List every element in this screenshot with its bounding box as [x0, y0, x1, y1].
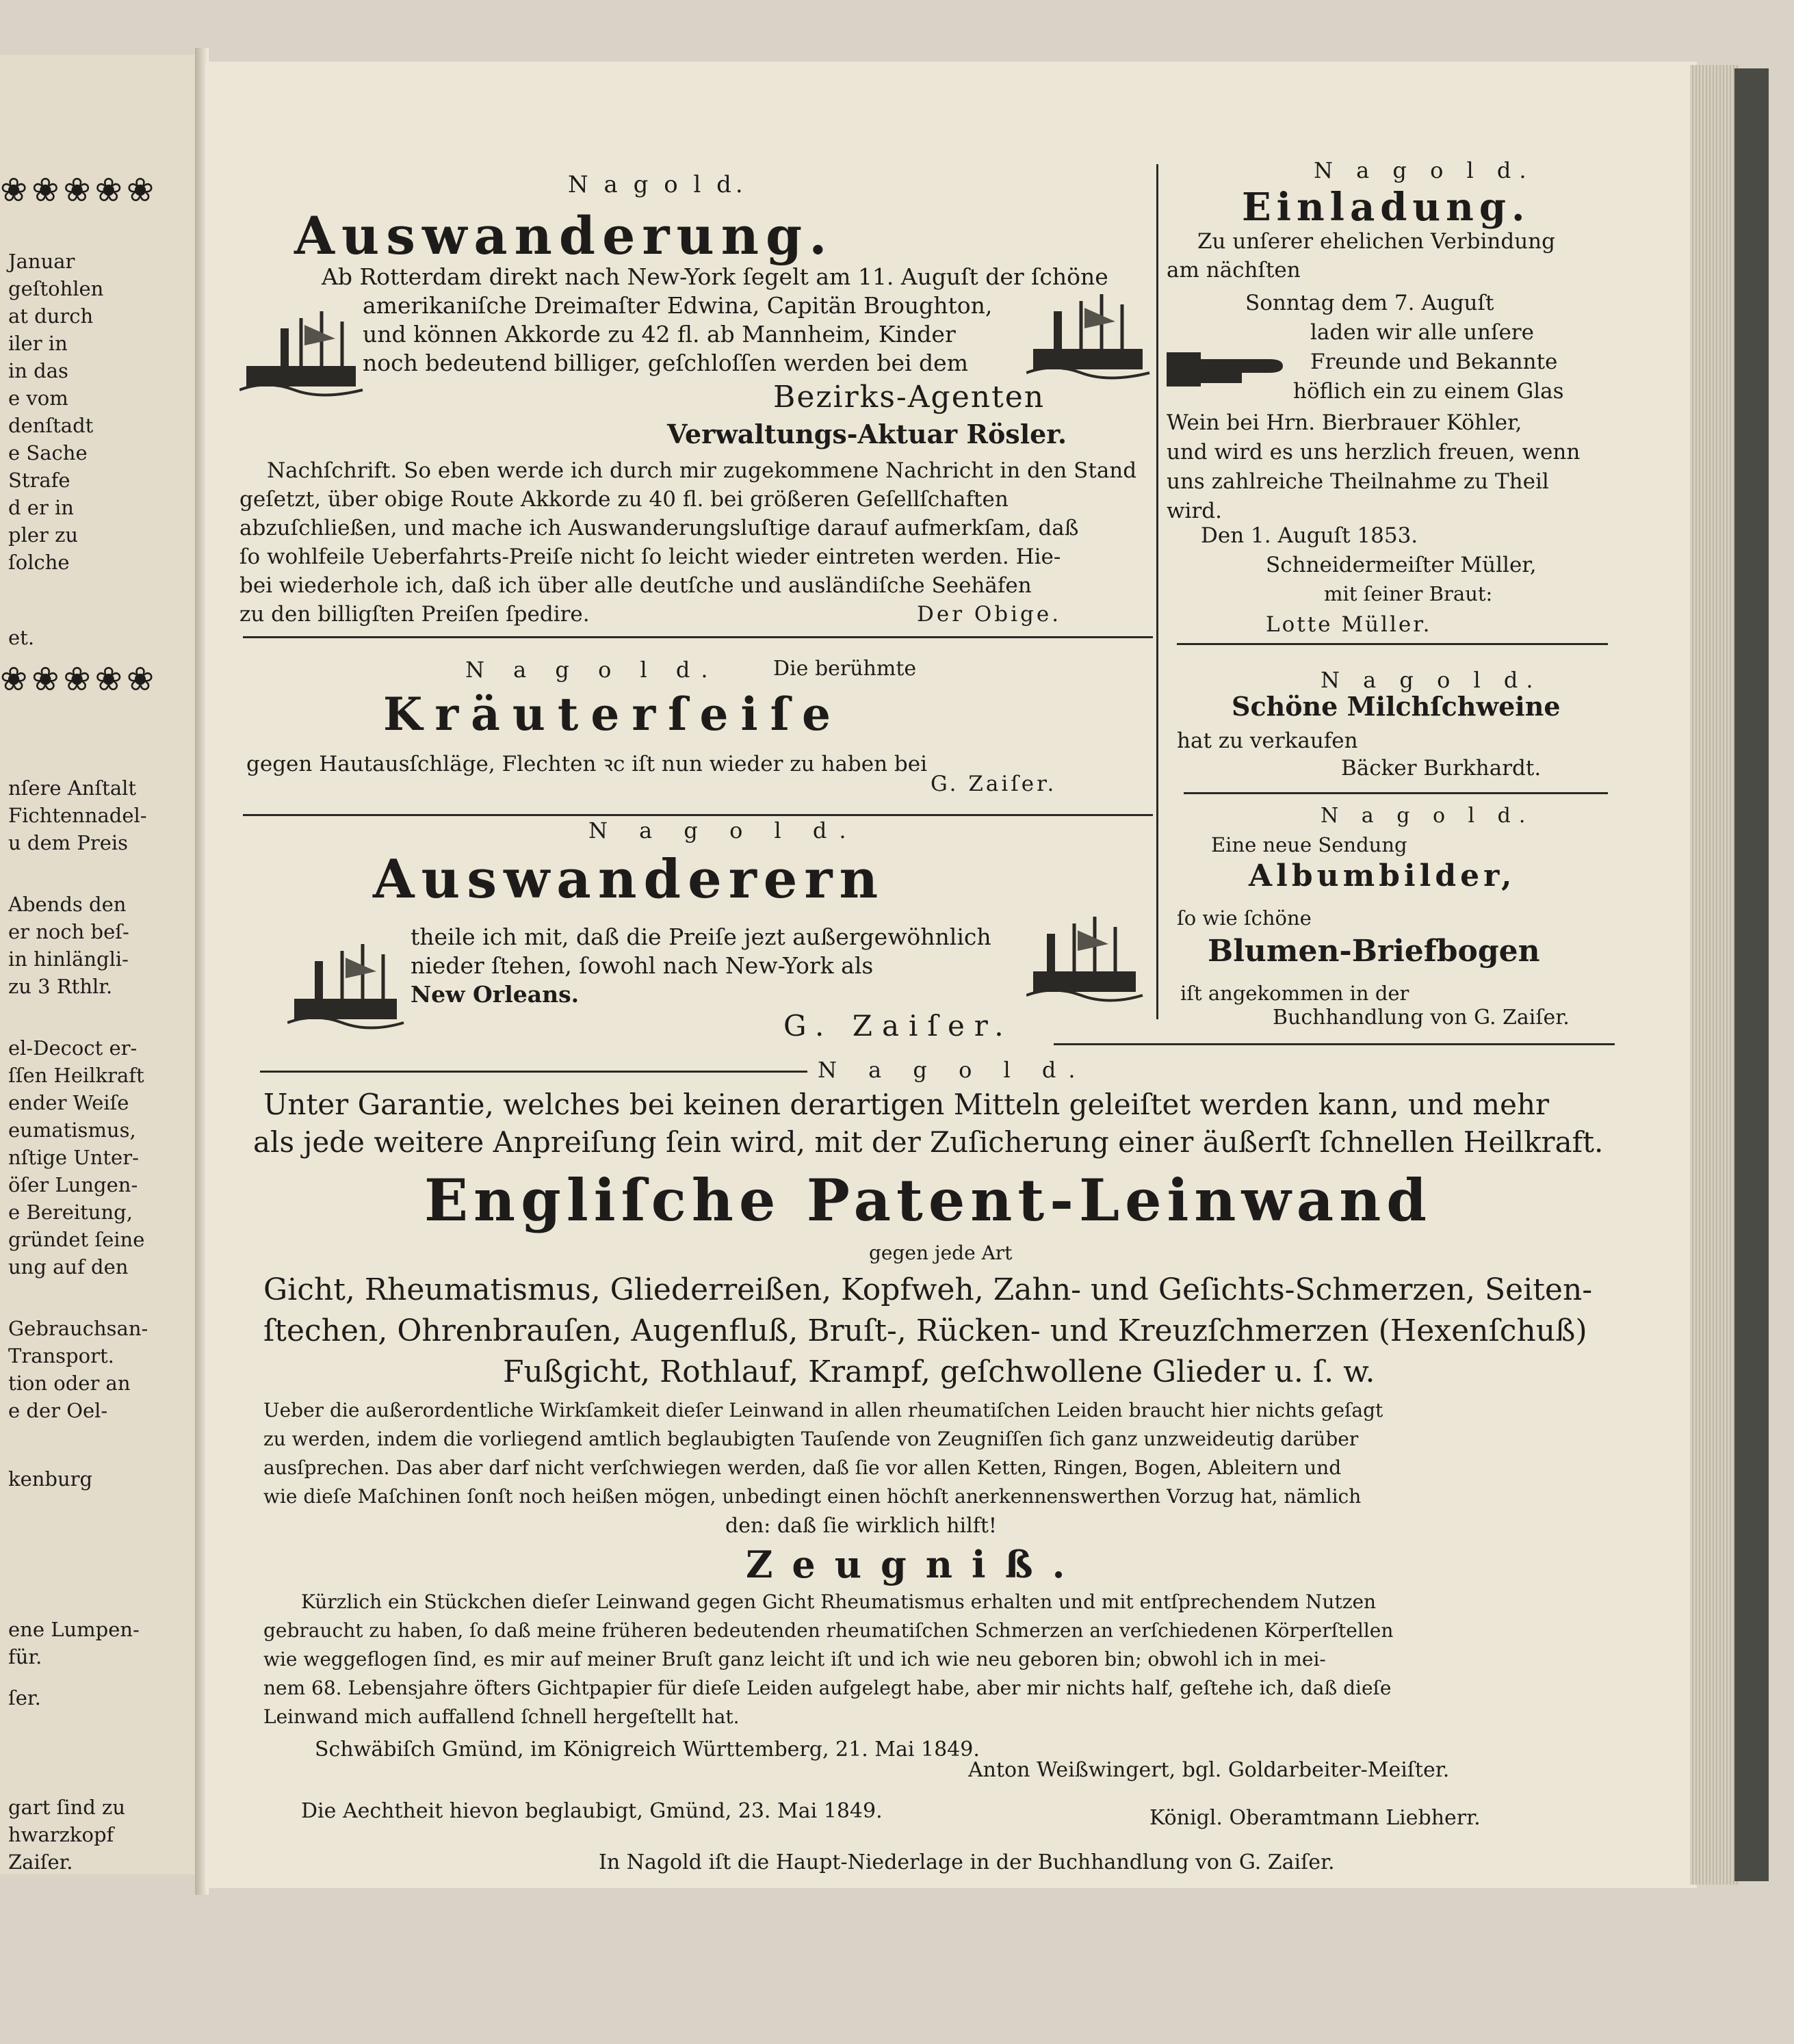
left-line: el-Decoct er-: [8, 1036, 138, 1060]
ad1-ps: bei wiederhole ich, daß ich über alle deutſche und ausländiſche Seehäfen: [239, 573, 1032, 598]
left-line: eumatismus,: [8, 1118, 136, 1142]
left-line: e Sache: [8, 441, 88, 464]
ad1-line: Ab Rotterdam direkt nach New-York ſegelt am 11. Auguſt der ſchöne: [322, 263, 1108, 290]
left-line: iler in: [8, 332, 68, 355]
left-line: Abends den: [8, 893, 127, 916]
ad4-line: höflich ein zu einem Glas: [1293, 379, 1564, 404]
ad3-place: N a g o l d.: [588, 817, 859, 843]
ad5-line: hat zu verkaufen: [1177, 729, 1358, 753]
ad4-date: Den 1. Auguſt 1853.: [1201, 523, 1418, 548]
left-line: e vom: [8, 386, 68, 410]
ad3-headline: Auswanderern: [373, 848, 885, 910]
left-line: Gebrauchsan-: [8, 1317, 148, 1340]
ad6-place: N a g o l d.: [1321, 804, 1534, 828]
ad2-place: N a g o l d.: [465, 657, 719, 683]
left-line: ſolche: [8, 551, 70, 574]
ad1-headline: Auswanderung.: [294, 205, 834, 266]
ad7-testimony: gebraucht zu haben, ſo daß meine früheren bedeutenden rheumatiſchen Schmerzen an verſchiedenen Körperſtellen: [263, 1619, 1394, 1642]
ad7-body: Ueber die außerordentliche Wirkſamkeit dieſer Leinwand in allen rheumatiſchen Leiden braucht hier nichts geſagt: [263, 1399, 1383, 1421]
ad7-headline: Engliſche Patent-Leinwand: [424, 1166, 1433, 1234]
ad4-line: laden wir alle unſere: [1310, 320, 1534, 345]
ad4-line: Freunde und Bekannte: [1310, 350, 1558, 374]
ad2-headline: Kräuterſeiſe: [383, 687, 843, 741]
divider: [243, 636, 1153, 638]
left-line: er noch beſ-: [8, 920, 129, 943]
ad7-ailments: Fußgicht, Rothlauf, Krampf, geſchwollene Glieder u. ſ. w.: [503, 1354, 1375, 1389]
ad6-sign: Buchhandlung von G. Zaiſer.: [1273, 1006, 1570, 1030]
left-line: kenburg: [8, 1467, 93, 1491]
ad7-intro: als jede weitere Anpreiſung ſein wird, mit der Zuſicherung einer äußerſt ſchnellen Heilkraft.: [253, 1125, 1604, 1159]
column-divider: [1156, 164, 1158, 1019]
left-line: gründet ſeine: [8, 1228, 145, 1251]
ad7-testimony: wie weggeflogen ſind, es mir auf meiner Bruſt ganz leicht iſt und ich wie neu geboren bin; obwohl ich in mei-: [263, 1648, 1326, 1670]
ad7-official: Königl. Oberamtmann Liebherr.: [1149, 1806, 1481, 1830]
ad6-intro: Eine neue Sendung: [1211, 833, 1407, 856]
left-line: d er in: [8, 496, 74, 519]
ad7-signer: Anton Weißwingert, bgl. Goldarbeiter-Meiſter.: [968, 1758, 1450, 1782]
divider: [1184, 792, 1608, 794]
left-line: e der Oel-: [8, 1399, 108, 1422]
left-line: Transport.: [8, 1344, 114, 1367]
ad5-place: N a g o l d.: [1321, 667, 1542, 693]
divider: [243, 814, 1153, 816]
ad7-depot: In Nagold iſt die Haupt-Niederlage in der Buchhandlung von G. Zaiſer.: [599, 1850, 1335, 1874]
ad4-sign: Schneidermeiſter Müller,: [1266, 553, 1537, 577]
ornament-icon: ❀❀❀❀❀: [0, 171, 159, 209]
ship-icon: [287, 937, 407, 1030]
left-line: in hinlängli-: [8, 947, 129, 971]
ad7-body: ausſprechen. Das aber darf nicht verſchwiegen werden, daß ſie vor allen Ketten, Ringen, Bogen, Ableitern und: [263, 1456, 1342, 1479]
ad7-certified: Die Aechtheit hievon beglaubigt, Gmünd, 23. Mai 1849.: [301, 1799, 883, 1823]
left-line: geſtohlen: [8, 277, 104, 300]
ad7-testimony: nem 68. Lebensjahre öfters Gichtpapier für dieſe Leiden aufgelegt habe, aber mir nichts half, geſtehe ich, daß dieſe: [263, 1677, 1392, 1699]
ad4-line: am nächſten: [1167, 258, 1301, 283]
ad1-ps: zu den billigſten Preiſen ſpedire.: [239, 602, 590, 627]
ship-icon: [1026, 287, 1153, 380]
ad2-intro: Die berühmte: [773, 657, 917, 681]
ad1-line: noch bedeutend billiger, geſchloſſen werden bei dem: [363, 350, 969, 376]
ad3-line: nieder ſtehen, ſowohl nach New-York als: [411, 952, 874, 979]
ad7-body: zu werden, indem die vorliegend amtlich beglaubigten Tauſende von Zeugniſſen ſich ganz unzweideutig darüber: [263, 1428, 1359, 1450]
divider: [1054, 1043, 1615, 1045]
ad4-line: und wird es uns herzlich freuen, wenn: [1167, 440, 1581, 464]
left-line: öſer Lungen-: [8, 1173, 138, 1196]
left-line: in das: [8, 359, 68, 382]
ad4-line: Sonntag dem 7. Auguſt: [1245, 291, 1494, 315]
ad3-line: theile ich mit, daß die Preiſe jezt außergewöhnlich: [411, 923, 991, 950]
ad7-testimony: Kürzlich ein Stückchen dieſer Leinwand gegen Gicht Rheumatismus erhalten und mit entſprechendem Nutzen: [301, 1590, 1377, 1613]
ornament-icon: ❀❀❀❀❀: [0, 660, 159, 698]
left-line: u dem Preis: [8, 831, 129, 854]
book-cover: [1734, 68, 1769, 1881]
left-line: at durch: [8, 304, 94, 328]
ad3-sign: G. Zaiſer.: [783, 1009, 1013, 1043]
left-line: Zaiſer.: [8, 1850, 73, 1874]
ad1-ps: Nachſchrift. So eben werde ich durch mir zugekommene Nachricht in den Stand: [267, 458, 1137, 483]
ad1-ps: ſo wohlfeile Ueberfahrts-Preiſe nicht ſo leicht wieder eintreten werden. Hie-: [239, 545, 1061, 569]
ad7-zeugnis: Zeugniß.: [746, 1543, 1084, 1586]
left-line: et.: [8, 626, 35, 649]
ad7-place-date: Schwäbiſch Gmünd, im Königreich Württemberg, 21. Mai 1849.: [315, 1738, 980, 1761]
ad6-mid: ſo wie ſchöne: [1177, 906, 1312, 930]
ship-icon: [239, 304, 366, 397]
ad1-line: amerikaniſche Dreimaſter Edwina, Capitän Broughton,: [363, 292, 993, 319]
ad4-line: wird.: [1167, 499, 1222, 523]
left-line: gart ſind zu: [8, 1796, 126, 1819]
ad1-agents: Bezirks-Agenten: [773, 380, 1045, 415]
divider: [260, 1071, 807, 1073]
left-page-text: [0, 55, 195, 1874]
left-line: hwarzkopf: [8, 1823, 114, 1846]
ad4-sign: mit ſeiner Braut:: [1324, 582, 1493, 605]
left-line: e Bereitung,: [8, 1201, 133, 1224]
ad1-ps: abzuſchließen, und mache ich Auswanderungsluſtige darauf aufmerkſam, daß: [239, 516, 1079, 540]
left-line: Fichtennadel-: [8, 804, 147, 827]
ad7-body: den: daß ſie wirklich hilft!: [725, 1514, 997, 1538]
left-line: tion oder an: [8, 1372, 131, 1395]
left-line: ſſen Heilkraft: [8, 1064, 144, 1087]
ad4-line: uns zahlreiche Theilnahme zu Theil: [1167, 469, 1549, 494]
ad7-body: wie dieſe Maſchinen ſonſt noch heißen mögen, unbedingt einen höchſt anerkennenswerthen Vorzug hat, nämlich: [263, 1485, 1362, 1508]
left-line: ung auf den: [8, 1255, 129, 1279]
ad7-intro: Unter Garantie, welches bei keinen derartigen Mitteln geleiſtet werden kann, und mehr: [263, 1088, 1550, 1121]
ad5-sign: Bäcker Burkhardt.: [1341, 756, 1542, 781]
pointing-hand-icon: [1167, 342, 1290, 397]
ad6-line: iſt angekommen in der: [1180, 982, 1409, 1005]
ship-icon: [1026, 910, 1146, 1002]
ad7-testimony: Leinwand mich auffallend ſchnell hergeſtellt hat.: [263, 1705, 740, 1728]
ad4-headline: Einladung.: [1242, 185, 1531, 230]
ad6-headline: Albumbilder,: [1249, 859, 1516, 893]
ad1-ps: geſetzt, über obige Route Akkorde zu 40 fl. bei größeren Geſellſchaften: [239, 487, 1009, 512]
ad7-ailments: Gicht, Rheumatismus, Gliederreißen, Kopfweh, Zahn- und Geſichts-Schmerzen, Seiten-: [263, 1272, 1593, 1307]
ad1-sign: Der Obige.: [917, 602, 1062, 627]
ad4-sign: Lotte Müller.: [1266, 612, 1432, 637]
divider: [1177, 643, 1608, 645]
left-line: für.: [8, 1645, 42, 1668]
left-line: denſtadt: [8, 414, 94, 437]
ad3-line: New Orleans.: [411, 981, 580, 1008]
ad4-line: Zu unſerer ehelichen Verbindung: [1197, 229, 1555, 254]
ad6-headline2: Blumen-Briefbogen: [1208, 934, 1540, 969]
left-line: nſere Anſtalt: [8, 776, 137, 800]
ad2-sign: G. Zaiſer.: [931, 772, 1057, 796]
ad1-aktuar: Verwaltungs-Aktuar Rösler.: [667, 419, 1067, 449]
page-edges: [1690, 65, 1738, 1885]
left-line: ender Weiſe: [8, 1091, 129, 1114]
ad5-headline: Schöne Milchſchweine: [1232, 691, 1561, 722]
ad1-place: N a g o l d.: [568, 171, 747, 198]
left-line: Januar: [8, 250, 75, 273]
left-line: zu 3 Rthlr.: [8, 975, 113, 998]
left-line: ene Lumpen-: [8, 1618, 140, 1641]
ad7-ailments: ſtechen, Ohrenbrauſen, Augenfluß, Bruſt-, Rücken- und Kreuzſchmerzen (Hexenſchuß): [263, 1313, 1587, 1348]
left-line: pler zu: [8, 523, 79, 547]
ad1-line: und können Akkorde zu 42 fl. ab Mannheim, Kinder: [363, 321, 956, 348]
left-line: ſer.: [8, 1686, 41, 1709]
ad2-line: gegen Hautausſchläge, Flechten ꝛc iſt nun wieder zu haben bei: [246, 752, 928, 776]
left-line: nſtige Unter-: [8, 1146, 139, 1169]
ad7-place: N a g o l d.: [818, 1057, 1088, 1083]
ad4-place: N a g o l d.: [1314, 157, 1535, 183]
left-line: Strafe: [8, 469, 70, 492]
ad7-against: gegen jede Art: [869, 1242, 1013, 1264]
ad4-line: Wein bei Hrn. Bierbrauer Köhler,: [1167, 410, 1522, 435]
